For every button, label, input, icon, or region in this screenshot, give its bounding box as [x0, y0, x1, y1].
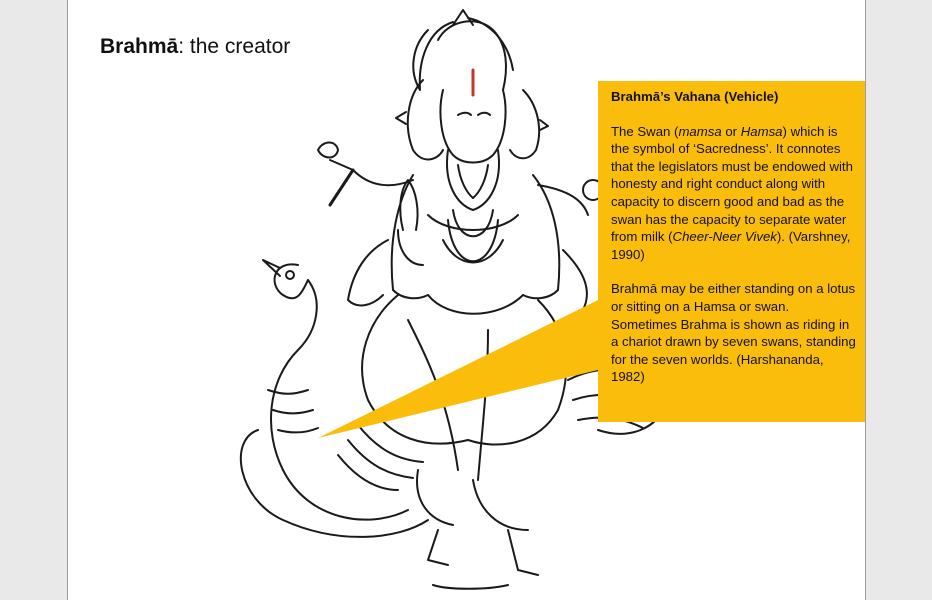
p1-text-c: or	[721, 123, 741, 139]
callout-box	[598, 81, 865, 422]
p1-text-e: ) which is the symbol of ‘Sacredness’. It connotes that the legislators must be endowed with honesty and right conduct along with capacity to discern good and bad as the swan has the capacity to separate water from milk (	[611, 123, 853, 245]
callout-paragraph-1	[611, 123, 857, 264]
slide	[67, 0, 866, 600]
p1-italic-hamsa: Hamsa	[740, 123, 783, 139]
p1-italic-mamsa: mamsa	[678, 123, 722, 139]
title-rest: : the creator	[178, 35, 291, 58]
p1-italic-cheer-neer-vivek: Cheer-Neer Vivek	[672, 229, 777, 245]
callout-paragraph-2: Brahmā may be either standing on a lotus or sitting on a Hamsa or swan. Sometimes Brahma is shown as riding in a chariot drawn by seven swans, standing for the seven worlds. (Harshananda, 1982)	[611, 281, 856, 385]
p1-text-g: ). (Varshney, 1990)	[611, 229, 851, 262]
callout-heading: Brahmā’s Vahana (Vehicle)	[611, 89, 779, 104]
title-name: Brahmā	[100, 35, 179, 58]
p1-text-a: The Swan (	[611, 123, 679, 139]
